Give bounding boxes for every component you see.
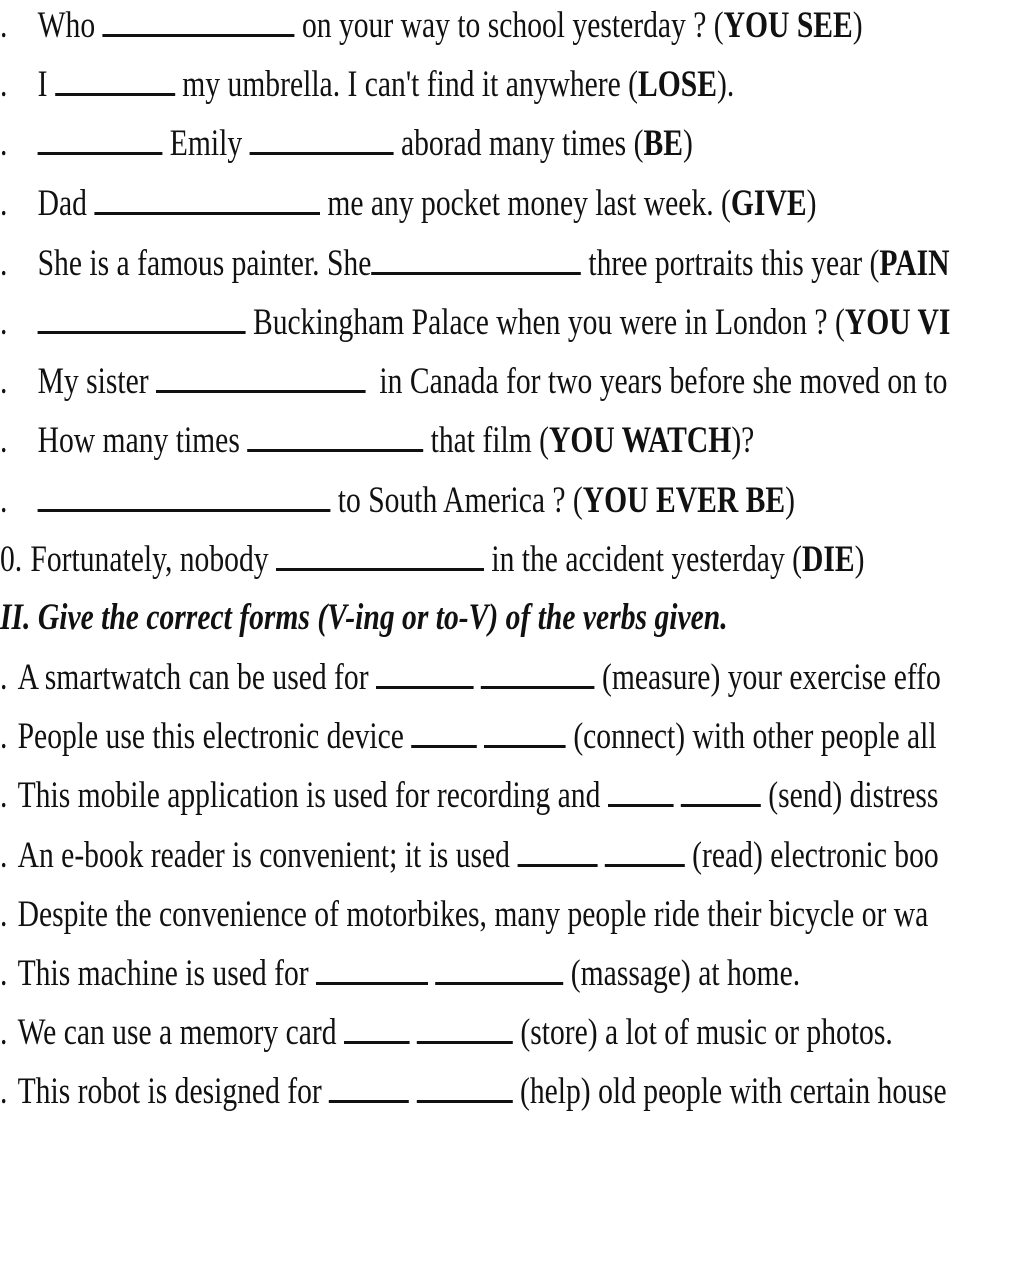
item-number: .: [0, 5, 8, 46]
answer-blank[interactable]: [38, 122, 163, 155]
item-text-after: (measure) your exercise effo: [601, 657, 941, 698]
item-text-before: I: [37, 64, 48, 105]
item-text-before: Fortunately, nobody: [30, 539, 269, 580]
answer-blank[interactable]: [371, 242, 581, 275]
item-text-before: This mobile application is used for recording and: [17, 775, 601, 816]
answer-blank[interactable]: [276, 538, 484, 571]
answer-blank[interactable]: [608, 774, 674, 807]
answer-blank[interactable]: [605, 834, 685, 867]
exercise-2-item-6: [0, 952, 800, 996]
item-number: .: [0, 1071, 8, 1112]
answer-blank[interactable]: [417, 1070, 513, 1103]
item-number: .: [0, 361, 8, 402]
item-text-after: in the accident yesterday (: [491, 539, 803, 580]
answer-blank[interactable]: [329, 1070, 409, 1103]
exercise-1-item-1: [0, 4, 863, 48]
item-number: .: [0, 775, 8, 816]
item-number: .: [0, 716, 8, 757]
exercise-2-item-5: [0, 893, 928, 937]
answer-blank[interactable]: [55, 63, 175, 96]
item-text-before: A smartwatch can be used for: [17, 657, 369, 698]
item-text-before: Dad: [37, 183, 87, 224]
item-text-after: (store) a lot of music or photos.: [520, 1012, 893, 1053]
item-text-after: aborad many times (: [400, 123, 644, 164]
item-text-after: on your way to school yesterday ? (: [301, 5, 724, 46]
item-text-before: People use this electronic device: [17, 716, 404, 757]
item-text-end: ): [852, 5, 863, 46]
item-text-end: ).: [717, 64, 735, 105]
exercise-2-item-7: [0, 1011, 893, 1055]
verb-hint: YOU EVER BE: [582, 480, 786, 521]
item-text-before: How many times: [37, 420, 240, 461]
item-text-after: (send) distress: [768, 775, 939, 816]
item-number: .: [0, 953, 8, 994]
exercise-2-item-8: [0, 1070, 947, 1114]
exercise-1-item-5: [0, 242, 950, 286]
item-text-after: (massage) at home.: [570, 953, 801, 994]
item-text-end: ): [785, 480, 795, 521]
item-number: .: [0, 183, 8, 224]
verb-hint: DIE: [802, 539, 855, 580]
item-text-after: that film (: [430, 420, 550, 461]
item-number: .: [0, 123, 8, 164]
exercise-1-item-8: [0, 419, 754, 463]
verb-hint: PAIN: [879, 243, 950, 284]
item-text-end: ): [854, 539, 865, 580]
answer-blank[interactable]: [681, 774, 761, 807]
item-text-before: This machine is used for: [17, 953, 309, 994]
answer-blank[interactable]: [344, 1011, 410, 1044]
exercise-2-item-2: [0, 715, 937, 759]
item-text-after: me any pocket money last week. (: [327, 183, 731, 224]
item-number: .: [0, 1012, 8, 1053]
item-text-before: This robot is designed for: [17, 1071, 322, 1112]
item-number: .: [0, 835, 8, 876]
exercise-1-item-6: [0, 301, 950, 345]
verb-hint: YOU WATCH: [549, 420, 732, 461]
exercise-1-item-2: [0, 63, 734, 107]
answer-blank[interactable]: [517, 834, 597, 867]
answer-blank[interactable]: [435, 952, 563, 985]
item-text-before: My sister: [37, 361, 149, 402]
item-text-after: to South America ? (: [337, 480, 583, 521]
answer-blank[interactable]: [38, 479, 331, 512]
exercise-1-item-3: [0, 122, 693, 166]
verb-hint: YOU SEE: [723, 5, 853, 46]
exercise-1-item-7: [0, 360, 947, 404]
item-text-after: my umbrella. I can't find it anywhere (: [182, 64, 639, 105]
item-text-before: Despite the convenience of motorbikes, many people ride their bicycle or wa: [17, 894, 929, 935]
verb-hint: LOSE: [638, 64, 717, 105]
answer-blank[interactable]: [376, 656, 474, 689]
item-text-after: (connect) with other people all: [573, 716, 937, 757]
answer-blank[interactable]: [481, 656, 595, 689]
verb-hint: BE: [643, 123, 683, 164]
exercise-2-item-4: [0, 834, 939, 878]
item-text-end: ): [682, 123, 693, 164]
section-2-heading: II. Give the correct forms (V-ing or to-V) of the verbs given.: [0, 597, 728, 638]
item-number: 0.: [0, 539, 23, 580]
answer-blank[interactable]: [316, 952, 428, 985]
verb-hint: GIVE: [730, 183, 807, 224]
item-text-after: Buckingham Palace when you were in London ? (: [253, 302, 845, 343]
exercise-2-item-1: [0, 656, 941, 700]
item-number: .: [0, 480, 8, 521]
item-text-before: She is a famous painter. She: [37, 243, 372, 284]
item-number: .: [0, 302, 8, 343]
item-text-after: three portraits this year (: [588, 243, 880, 284]
exercise-1-item-9: [0, 479, 795, 523]
item-text-end: ): [806, 183, 817, 224]
item-text-before: We can use a memory card: [17, 1012, 337, 1053]
exercise-1-item-10: [0, 538, 865, 582]
item-text-after: (read) electronic boo: [692, 835, 939, 876]
answer-blank[interactable]: [156, 360, 366, 393]
item-number: .: [0, 657, 8, 698]
item-number: .: [0, 894, 8, 935]
item-subject: Emily: [169, 123, 243, 164]
item-text-end: )?: [731, 420, 755, 461]
answer-blank[interactable]: [484, 715, 566, 748]
exercise-2-item-3: [0, 774, 938, 818]
item-number: .: [0, 243, 8, 284]
item-text-after: in Canada for two years before she moved on to: [379, 361, 948, 402]
answer-blank[interactable]: [250, 122, 394, 155]
answer-blank[interactable]: [411, 715, 477, 748]
item-text-before: Who: [37, 5, 96, 46]
exercise-1-item-4: [0, 182, 816, 226]
answer-blank[interactable]: [247, 419, 423, 452]
item-text-before: An e-book reader is convenient; it is used: [17, 835, 510, 876]
answer-blank[interactable]: [38, 301, 246, 334]
item-text-after: (help) old people with certain house: [519, 1071, 947, 1112]
item-number: .: [0, 420, 8, 461]
answer-blank[interactable]: [103, 4, 295, 37]
answer-blank[interactable]: [94, 182, 320, 215]
verb-hint: YOU VI: [844, 302, 951, 343]
item-number: .: [0, 64, 8, 105]
answer-blank[interactable]: [417, 1011, 513, 1044]
